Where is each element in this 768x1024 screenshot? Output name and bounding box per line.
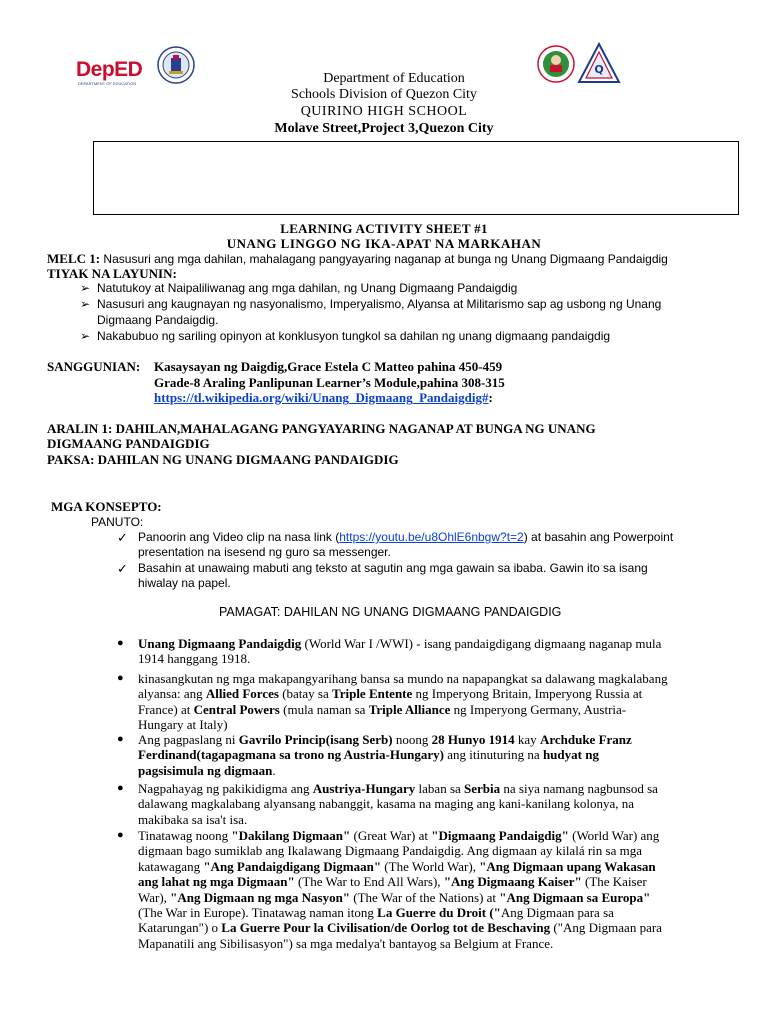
wikipedia-link[interactable]: https://tl.wikipedia.org/wiki/Unang_Digmaang_Pandaigdig# [154, 390, 489, 405]
term: Central Powers [193, 701, 280, 717]
instruction-1-text: Panoorin ang Video clip na nasa link ( [138, 530, 340, 544]
term: "Dakilang Digmaan" [231, 828, 351, 843]
checkmark-icon: ✓ [117, 530, 128, 545]
instruction-1-cont: presentation na isesend ng guro sa messenger. [138, 545, 391, 559]
bullet-paragraph-4 [138, 781, 728, 827]
term: Unang Digmaang Pandaigdig [138, 636, 302, 651]
objective-item: Nasusuri ang kaugnayan ng nasyonalismo, Imperyalismo, Alyansa at Militarismo sap ag usbong ng Unang [97, 297, 662, 311]
bullet-icon: ● [117, 782, 124, 794]
text: Ang pagpaslang ni [138, 732, 239, 747]
school-name: QUIRINO HIGH SCHOOL [300, 104, 468, 119]
melc-line [47, 251, 668, 267]
text: (World War I /WWI) - isang pandaigdigang digmaang naganap mula [301, 636, 662, 651]
sheet-title: LEARNING ACTIVITY SHEET #1 [280, 221, 488, 236]
term: hudyat ng [542, 747, 599, 763]
text: na siya namang nagbunsod sa [500, 781, 658, 796]
text: kinasangkutan ng mga makapangyarihang bansa sa mundo na napapangkat sa dalawang magkalabang [138, 671, 668, 686]
term: "Ang Digmaan upang Wakasan [479, 858, 656, 874]
sanggunian-ref-1: Kasaysayan ng Daigdig,Grace Estela C Matteo pahina 450-459 [154, 359, 503, 374]
objective-item: Nakabubuo ng sariling opinyon at konklusyon tungkol sa dahilan ng unang digmaang pandaigdig [97, 329, 611, 343]
text: Nagpahayag ng pakikidigma ang [138, 781, 313, 796]
term: Ferdinand(tagapagmana sa trono ng Austria-Hungary) [138, 747, 445, 763]
objective-item: Natutukoy at Naipaliliwanag ang mga dahilan, ng Unang Digmaang Pandaigdig [97, 281, 518, 295]
term: "Ang Digmaang Kaiser" [443, 874, 582, 890]
text: Hungary at Italy) [138, 717, 228, 733]
text: ("Ang Digmaan para [550, 920, 662, 936]
text: (The War of the Nations) at [350, 889, 500, 905]
aralin-title: ARALIN 1: DAHILAN,MAHALAGANG PANGYAYARING NAGANAP AT BUNGA NG UNANG [47, 421, 596, 436]
sheet-subtitle: UNANG LINGGO NG IKA-APAT NA MARKAHAN [226, 236, 542, 251]
text: 1914 hanggang 1918. [138, 651, 251, 667]
text: ang itinuturing na [444, 747, 543, 763]
term: 28 Hunyo 1914 [431, 732, 515, 747]
term: Triple Alliance [368, 701, 451, 717]
text: ng Imperyong Britain, Imperyong Russia at [412, 686, 643, 702]
text: kay [514, 732, 540, 747]
text: Katarungan") o [138, 920, 222, 936]
objective-item-cont: Digmaang Pandaigdig. [97, 313, 219, 327]
checkmark-icon: ✓ [117, 561, 128, 576]
term: Serbia [464, 781, 501, 796]
sanggunian-ref-2: Grade-8 Araling Panlipunan Learner’s Module,pahina 308-315 [154, 375, 505, 390]
bullet-icon: ● [117, 733, 124, 745]
pamagat: PAMAGAT: DAHILAN NG UNANG DIGMAANG PANDAIGDIG [219, 605, 562, 619]
arrow-bullet-icon: ➢ [80, 281, 91, 295]
panuto-label: PANUTO: [91, 515, 144, 529]
bullet-paragraph-5 [138, 828, 728, 951]
term: ang lahat ng mga Digmaan" [138, 874, 295, 890]
arrow-bullet-icon: ➢ [80, 297, 91, 311]
text: War), [138, 889, 171, 905]
bullet-paragraph-1 [138, 636, 728, 667]
instruction-2: Basahin at unawaing mabuti ang teksto at sagutin ang mga gawain sa ibaba. Gawin ito sa isang [138, 561, 648, 575]
school-address: Molave Street,Project 3,Quezon City [274, 121, 494, 136]
text: Ang Digmaan para sa [500, 905, 614, 921]
term: pagsisimula ng digmaan [138, 762, 273, 778]
aralin-title-cont: DIGMAANG PANDAIGDIG [47, 436, 210, 451]
text: Tinatawag noong [138, 828, 232, 843]
dept-name: Department of Education [323, 71, 465, 86]
melc-text: Nasusuri ang mga dahilan, mahalagang pangyayaring naganap at bunga ng Unang Digmaang Pandaigdig [100, 252, 668, 266]
term: Allied Forces [205, 686, 279, 702]
instruction-1-text-end: ) at basahin ang Powerpoint [523, 530, 674, 544]
text: (The War to End All Wars), [294, 874, 444, 890]
bullet-paragraph-2 [138, 671, 728, 733]
melc-label: MELC 1: [47, 251, 101, 266]
svg-text:Q: Q [594, 63, 604, 76]
youtube-link[interactable]: https://youtu.be/u8OhlE6nbgw?t=2 [339, 530, 524, 544]
instruction-1 [138, 530, 673, 545]
term: Archduke Franz [539, 732, 632, 747]
bullet-icon: ● [117, 829, 124, 841]
term: Triple Entente [332, 686, 413, 702]
text: (The Kaiser [581, 874, 647, 890]
bullet-icon: ● [117, 672, 124, 684]
text: alyansa: ang [138, 686, 206, 702]
text: (The War in Europe). Tinatawag naman itong [138, 905, 378, 921]
info-box [93, 141, 739, 215]
text: noong [392, 732, 432, 747]
colon: : [488, 390, 493, 405]
text: ng Imperyong Germany, Austria- [450, 701, 627, 717]
term: "Ang Digmaan ng mga Nasyon" [170, 889, 351, 905]
text: laban sa [415, 781, 465, 796]
division-name: Schools Division of Quezon City [291, 87, 477, 102]
text: (The World War), [381, 858, 480, 874]
sanggunian-label: SANGGUNIAN: [47, 359, 141, 374]
deped-logo-text: DepED [76, 58, 143, 81]
text: France) at [138, 701, 194, 717]
term: La Guerre du Droit (" [377, 905, 501, 921]
arrow-bullet-icon: ➢ [80, 329, 91, 343]
bullet-icon: ● [117, 637, 124, 649]
deped-logo-sub: DEPARTMENT OF EDUCATION [78, 81, 137, 86]
text: makibaka sa isa't isa. [138, 811, 248, 827]
text: Mapanatili ang Sibilisasyon") sa mga medalya't bantayog sa Belgium at France. [138, 935, 554, 951]
term: "Digmaang Pandaigdig" [431, 828, 569, 843]
text: (Great War) at [350, 828, 432, 843]
text: (World War) ang [568, 828, 660, 843]
text: katawagang [138, 858, 204, 874]
term: "Ang Pandaigdigang Digmaan" [203, 858, 382, 874]
term: La Guerre Pour la Civilisation/de Oorlog tot de Beschaving [221, 920, 551, 936]
objectives-heading: TIYAK NA LAYUNIN: [47, 266, 177, 281]
text: dalawang magkalabang alyansang nabanggit, kasama na maging ang kani-kanilang kolonya, na [138, 796, 634, 812]
instruction-2-cont: hiwalay na papel. [138, 576, 231, 590]
text: . [272, 762, 276, 778]
sanggunian-ref-3 [154, 390, 493, 405]
term: Austriya-Hungary [312, 781, 416, 796]
konsepto-heading: MGA KONSEPTO: [51, 499, 162, 514]
term: Gavrilo Princip(isang Serb) [238, 732, 393, 747]
term: "Ang Digmaan sa Europa" [499, 889, 651, 905]
paksa: PAKSA: DAHILAN NG UNANG DIGMAANG PANDAIGDIG [47, 452, 399, 467]
text: (mula naman sa [279, 701, 369, 717]
bullet-paragraph-3 [138, 732, 728, 778]
text: (batay sa [278, 686, 332, 702]
text: digmaan bago sumiklab ang Ikalawang Digmaang Pandaigdig. Ang digmaan ay kilalá rin sa mga [138, 843, 642, 859]
